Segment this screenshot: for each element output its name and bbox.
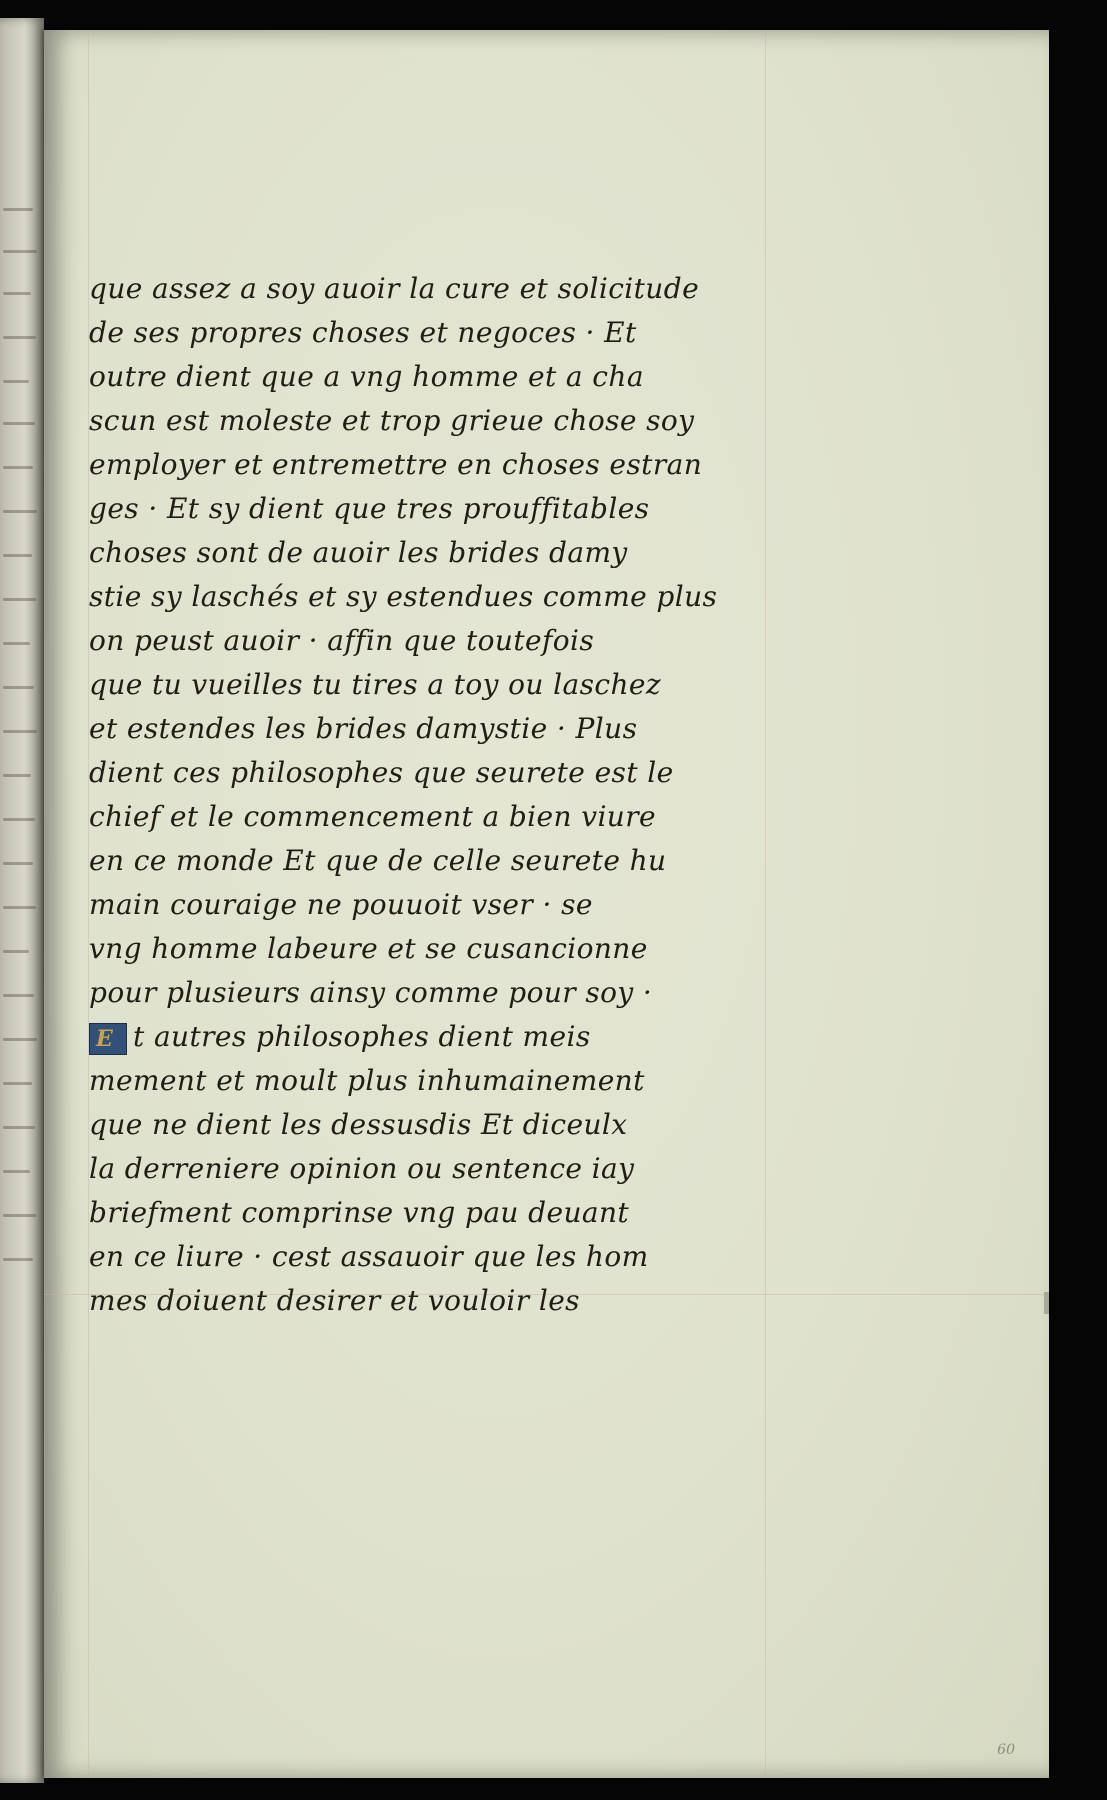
initial-line-text: t autres philosophes dient meis (133, 1020, 591, 1053)
text-line: en ce liure · cest assauoir que les hom (89, 1240, 649, 1273)
text-line: mement et moult plus inhumainement (89, 1064, 645, 1097)
bleed-through-mark (3, 1038, 37, 1041)
bleed-through-mark (3, 906, 36, 909)
text-line: mes doiuent desirer et vouloir les (89, 1284, 580, 1317)
bleed-through-mark (3, 950, 29, 953)
bleed-through-mark (3, 818, 35, 821)
bleed-through-mark (3, 380, 29, 383)
text-line: et estendes les brides damystie · Plus (89, 712, 638, 745)
text-line: chief et le commencement a bien viure (89, 800, 656, 833)
bleed-through-mark (3, 554, 32, 557)
text-line: en ce monde Et que de celle seurete hu (89, 844, 667, 877)
bleed-through-mark (3, 774, 31, 777)
bleed-through-mark (3, 250, 37, 253)
bleed-through-mark (3, 686, 34, 689)
text-line: dient ces philosophes que seurete est le (89, 756, 674, 789)
text-line: scun est moleste et trop grieue chose soy (89, 404, 695, 437)
text-line: employer et entremettre en choses estran (89, 448, 703, 481)
page-edge-mark (1044, 1292, 1049, 1314)
bleed-through-mark (3, 730, 37, 733)
bleed-through-mark (3, 1214, 36, 1217)
bleed-through-mark (3, 1258, 33, 1261)
text-line: que assez a soy auoir la cure et solicitude (89, 272, 700, 305)
text-line: choses sont de auoir les brides damy (89, 536, 628, 569)
text-line: briefment comprinse vng pau deuant (89, 1196, 630, 1229)
text-line: que ne dient les dessusdis Et diceulx (89, 1108, 628, 1141)
bleed-through-mark (3, 510, 37, 513)
text-line: stie sy laschés et sy estendues comme plus (89, 580, 718, 613)
bleed-through-mark (3, 422, 35, 425)
text-line: que tu vueilles tu tires a toy ou laschez (89, 668, 662, 701)
text-line: pour plusieurs ainsy comme pour soy · (89, 976, 653, 1009)
initial-text-line (89, 1015, 769, 1059)
bleed-through-mark (3, 292, 31, 295)
text-line: outre dient que a vng homme et a cha (89, 360, 644, 393)
text-line: main couraige ne pouuoit vser · se (89, 888, 593, 921)
bleed-through-mark (3, 336, 36, 339)
bleed-through-mark (3, 862, 33, 865)
bleed-through-mark (3, 994, 34, 997)
text-line: la derreniere opinion ou sentence iay (89, 1152, 635, 1185)
bleed-through-mark (3, 598, 36, 601)
bleed-through-mark (3, 466, 33, 469)
illuminated-initial (89, 1023, 127, 1055)
initial-letter: E (96, 1025, 114, 1052)
bleed-through-mark (3, 1082, 32, 1085)
text-block (89, 267, 769, 1323)
bleed-through-mark (3, 1170, 30, 1173)
previous-leaf-edge (0, 18, 44, 1783)
bleed-through-mark (3, 208, 33, 211)
text-line: de ses propres choses et negoces · Et (89, 316, 637, 349)
manuscript-page (44, 30, 1049, 1778)
text-line: on peust auoir · affin que toutefois (89, 624, 595, 657)
text-line: ges · Et sy dient que tres prouffitables (89, 492, 650, 525)
text-line: vng homme labeure et se cusancionne (89, 932, 648, 965)
bleed-through-mark (3, 642, 30, 645)
folio-number: 60 (997, 1742, 1015, 1758)
bleed-through-mark (3, 1126, 35, 1129)
